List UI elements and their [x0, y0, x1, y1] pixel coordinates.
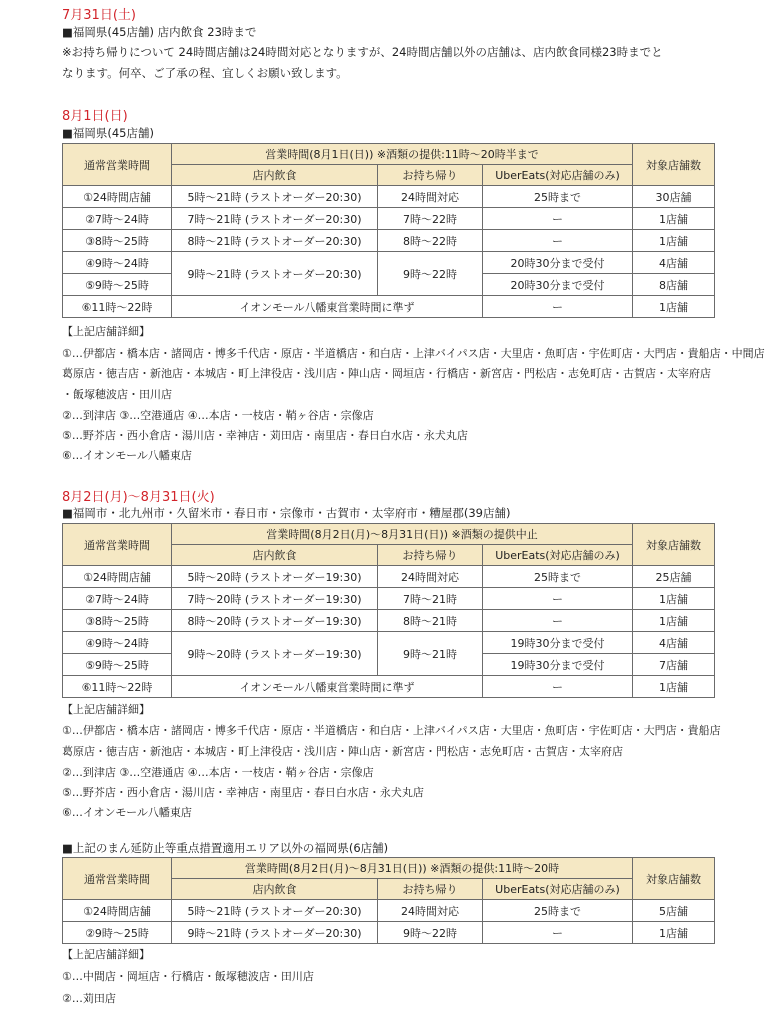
col-ubereats: UberEats(対応店舗のみ) — [483, 545, 633, 566]
col-takeout: お持ち帰り — [378, 545, 483, 566]
count-cell: 1店舗 — [633, 230, 715, 252]
table-row — [63, 208, 715, 230]
count-cell: 1店舗 — [633, 676, 715, 698]
table-row — [63, 186, 715, 208]
col-dine-in: 店内飲食 — [172, 879, 378, 900]
row-label: ⑤9時～25時 — [63, 654, 172, 676]
store-list: ②…到津店 ③…空港通店 ④…本店・一枝店・鞘ヶ谷店・宗像店 — [62, 766, 374, 779]
col-normal-hours: 通常営業時間 — [63, 858, 172, 900]
takeout-cell: 7時～22時 — [378, 208, 483, 230]
dine-in-cell: 7時～21時 (ラストオーダー20:30) — [172, 208, 378, 230]
col-ubereats: UberEats(対応店舗のみ) — [483, 879, 633, 900]
dine-in-cell: 8時～21時 (ラストオーダー20:30) — [172, 230, 378, 252]
aeon-hours-cell: イオンモール八幡東営業時間に準ず — [172, 676, 483, 698]
ubereats-cell: 19時30分まで受付 — [483, 632, 633, 654]
section-heading: ■福岡県(45店舗) — [62, 126, 154, 140]
dine-in-cell: 9時～21時 (ラストオーダー20:30) — [172, 252, 378, 296]
col-ubereats: UberEats(対応店舗のみ) — [483, 165, 633, 186]
col-dine-in: 店内飲食 — [172, 165, 378, 186]
store-list: ①…中間店・岡垣店・行橋店・飯塚穂波店・田川店 — [62, 970, 314, 983]
takeout-cell: 8時～21時 — [378, 610, 483, 632]
details-title: 【上記店舗詳細】 — [62, 948, 150, 961]
ubereats-cell: 25時まで — [483, 900, 633, 922]
hours-table-aug1 — [62, 143, 715, 318]
dine-in-cell: 5時～21時 (ラストオーダー20:30) — [172, 900, 378, 922]
row-label: ⑥11時～22時 — [63, 676, 172, 698]
store-list: ②…到津店 ③…空港通店 ④…本店・一枝店・鞘ヶ谷店・宗像店 — [62, 409, 374, 422]
row-label: ②7時～24時 — [63, 588, 172, 610]
details-title: 【上記店舗詳細】 — [62, 703, 150, 716]
takeout-cell: 24時間対応 — [378, 900, 483, 922]
ubereats-cell: ー — [483, 230, 633, 252]
hours-table-other-area — [62, 857, 715, 944]
ubereats-cell: 20時30分まで受付 — [483, 274, 633, 296]
store-list: ⑥…イオンモール八幡東店 — [62, 806, 192, 819]
count-cell: 30店舗 — [633, 186, 715, 208]
row-label: ④9時～24時 — [63, 632, 172, 654]
row-label: ⑥11時～22時 — [63, 296, 172, 318]
takeout-cell: 9時～22時 — [378, 922, 483, 944]
table-row — [63, 296, 715, 318]
store-list: ⑤…野芥店・西小倉店・湯川店・幸神店・苅田店・南里店・春日白水店・永犬丸店 — [62, 429, 468, 442]
ubereats-cell: 25時まで — [483, 566, 633, 588]
table-row — [63, 230, 715, 252]
store-list: 葛原店・徳吉店・新池店・本城店・町上津役店・浅川店・陣山店・新宮店・門松店・志免町店・古賀店・太宰府店 — [62, 745, 623, 758]
table-row — [63, 632, 715, 654]
table-row — [63, 900, 715, 922]
count-cell: 4店舗 — [633, 632, 715, 654]
table-row — [63, 610, 715, 632]
row-label: ③8時～25時 — [63, 610, 172, 632]
section-heading: ■上記のまん延防止等重点措置適用エリア以外の福岡県(6店舗) — [62, 841, 389, 855]
store-list: ②…苅田店 — [62, 992, 116, 1005]
date-aug1: 8月1日(日) — [62, 109, 128, 124]
dine-in-cell: 8時～20時 (ラストオーダー19:30) — [172, 610, 378, 632]
hours-table-aug2-31 — [62, 523, 715, 698]
col-normal-hours: 通常営業時間 — [63, 524, 172, 566]
store-list: ⑥…イオンモール八幡東店 — [62, 449, 192, 462]
section-heading: ■福岡市・北九州市・久留米市・春日市・宗像市・古賀市・太宰府市・糟屋郡(39店舗) — [62, 506, 511, 520]
count-cell: 5店舗 — [633, 900, 715, 922]
count-cell: 1店舗 — [633, 208, 715, 230]
row-label: ②9時～25時 — [63, 922, 172, 944]
col-takeout: お持ち帰り — [378, 879, 483, 900]
ubereats-cell: ー — [483, 676, 633, 698]
count-cell: 1店舗 — [633, 922, 715, 944]
row-label: ③8時～25時 — [63, 230, 172, 252]
ubereats-cell: ー — [483, 296, 633, 318]
row-label: ②7時～24時 — [63, 208, 172, 230]
col-normal-hours: 通常営業時間 — [63, 144, 172, 186]
takeout-note-cont: なります。何卒、ご了承の程、宜しくお願い致します。 — [62, 66, 348, 80]
count-cell: 4店舗 — [633, 252, 715, 274]
takeout-cell: 9時～22時 — [378, 252, 483, 296]
count-cell: 7店舗 — [633, 654, 715, 676]
dine-in-cell: 9時～21時 (ラストオーダー20:30) — [172, 922, 378, 944]
store-list: ①…伊都店・橋本店・諸岡店・博多千代店・原店・半道橋店・和白店・上津バイパス店・大里店・魚町店・宇佐町店・大門店・貴船店・中間店 — [62, 347, 765, 360]
aeon-hours-cell: イオンモール八幡東営業時間に準ず — [172, 296, 483, 318]
date-jul31: 7月31日(土) — [62, 8, 136, 23]
takeout-cell: 7時～21時 — [378, 588, 483, 610]
takeout-cell: 9時～21時 — [378, 632, 483, 676]
col-store-count: 対象店舗数 — [633, 524, 715, 566]
table-row — [63, 588, 715, 610]
ubereats-cell: 20時30分まで受付 — [483, 252, 633, 274]
ubereats-cell: ー — [483, 588, 633, 610]
section-heading: ■福岡県(45店舗) 店内飲食 23時まで — [62, 25, 257, 39]
ubereats-cell: 25時まで — [483, 186, 633, 208]
count-cell: 1店舗 — [633, 296, 715, 318]
count-cell: 25店舗 — [633, 566, 715, 588]
store-list: ①…伊都店・橋本店・諸岡店・博多千代店・原店・半道橋店・和白店・上津バイパス店・大里店・魚町店・宇佐町店・大門店・貴船店 — [62, 724, 721, 737]
col-store-count: 対象店舗数 — [633, 858, 715, 900]
table-row — [63, 252, 715, 274]
row-label: ①24時間店舗 — [63, 186, 172, 208]
col-business-hours: 営業時間(8月2日(月)～8月31日(日)) ※酒類の提供:11時～20時 — [172, 858, 633, 879]
dine-in-cell: 7時～20時 (ラストオーダー19:30) — [172, 588, 378, 610]
takeout-cell: 24時間対応 — [378, 566, 483, 588]
row-label: ④9時～24時 — [63, 252, 172, 274]
row-label: ⑤9時～25時 — [63, 274, 172, 296]
row-label: ①24時間店舗 — [63, 900, 172, 922]
store-list: ⑤…野芥店・西小倉店・湯川店・幸神店・南里店・春日白水店・永犬丸店 — [62, 786, 424, 799]
ubereats-cell: ー — [483, 208, 633, 230]
takeout-cell: 8時～22時 — [378, 230, 483, 252]
table-row — [63, 922, 715, 944]
dine-in-cell: 5時～20時 (ラストオーダー19:30) — [172, 566, 378, 588]
dine-in-cell: 9時～20時 (ラストオーダー19:30) — [172, 632, 378, 676]
col-dine-in: 店内飲食 — [172, 545, 378, 566]
dine-in-cell: 5時～21時 (ラストオーダー20:30) — [172, 186, 378, 208]
ubereats-cell: ー — [483, 610, 633, 632]
col-business-hours: 営業時間(8月2日(月)～8月31日(日)) ※酒類の提供中止 — [172, 524, 633, 545]
table-row — [63, 676, 715, 698]
row-label: ①24時間店舗 — [63, 566, 172, 588]
store-list: 葛原店・徳吉店・新池店・本城店・町上津役店・浅川店・陣山店・岡垣店・行橋店・新宮店・門松店・志免町店・古賀店・太宰府店 — [62, 367, 711, 380]
date-aug2-31: 8月2日(月)～8月31日(火) — [62, 490, 215, 505]
count-cell: 8店舗 — [633, 274, 715, 296]
count-cell: 1店舗 — [633, 588, 715, 610]
details-title: 【上記店舗詳細】 — [62, 325, 150, 338]
col-store-count: 対象店舗数 — [633, 144, 715, 186]
takeout-note: ※お持ち帰りについて 24時間店舗は24時間対応となりますが、24時間店舗以外の店舗は、店内飲食同様23時までと — [62, 45, 663, 59]
store-list: ・飯塚穂波店・田川店 — [62, 388, 172, 401]
ubereats-cell: ー — [483, 922, 633, 944]
takeout-cell: 24時間対応 — [378, 186, 483, 208]
table-row — [63, 566, 715, 588]
count-cell: 1店舗 — [633, 610, 715, 632]
col-business-hours: 営業時間(8月1日(日)) ※酒類の提供:11時～20時半まで — [172, 144, 633, 165]
col-takeout: お持ち帰り — [378, 165, 483, 186]
ubereats-cell: 19時30分まで受付 — [483, 654, 633, 676]
